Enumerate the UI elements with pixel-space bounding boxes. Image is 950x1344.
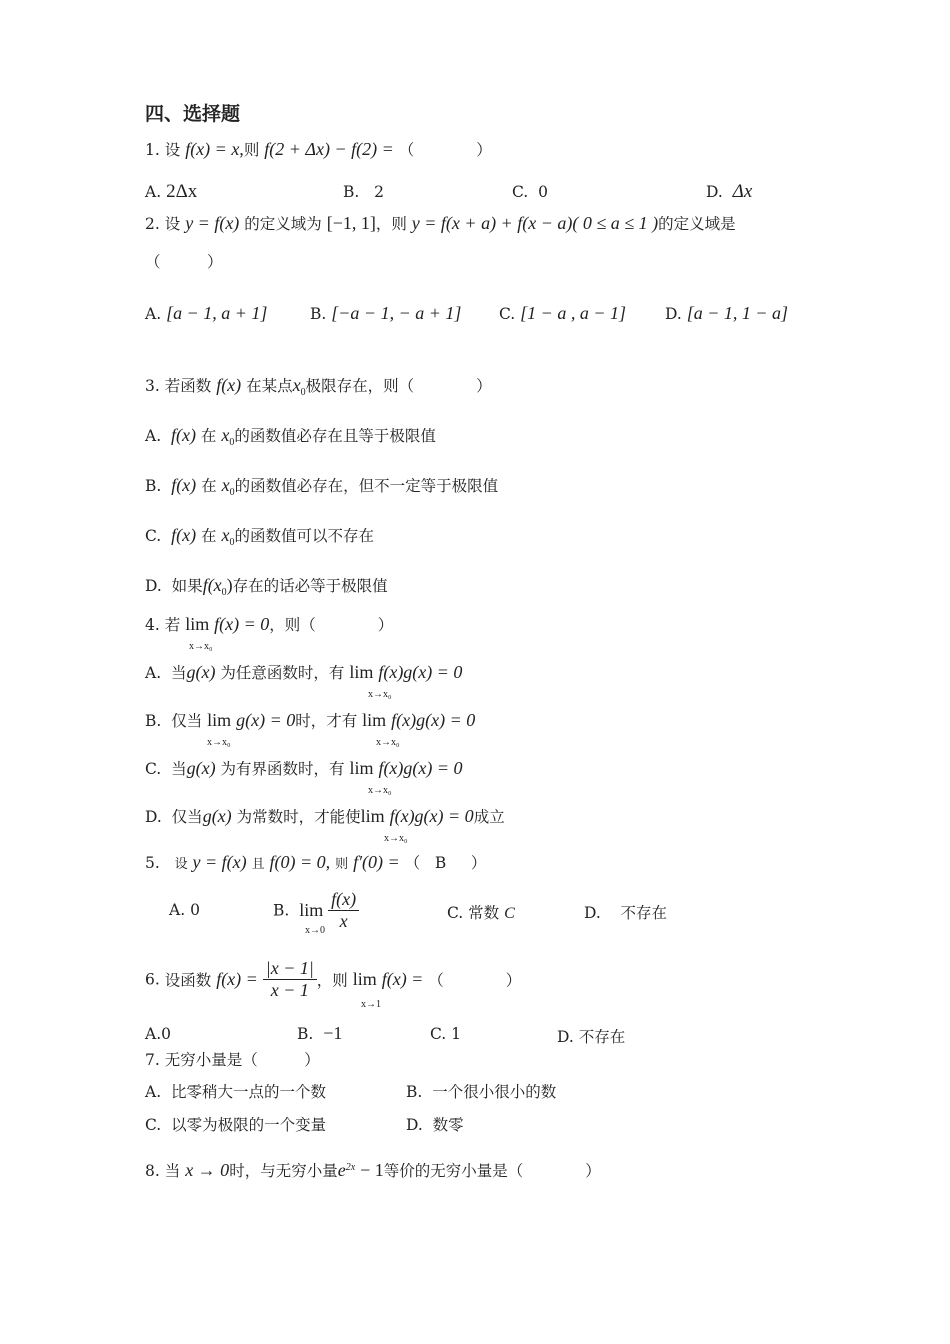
question-3: 3. 若函数 f(x) 在某点$x_0$极限存在，则（ ） — [145, 375, 492, 399]
q5-optb-fraction: $\frac{f(x)}{x}$ — [328, 889, 359, 932]
q3-option-d: D. 如果$f(x_0)$存在的话必等于极限值 — [145, 575, 388, 599]
q6-option-c: C. 1 — [430, 1025, 462, 1043]
q5-optb-lim-sub: x→0 — [305, 925, 325, 936]
q3-option-c: C. f(x) 在 $x_0$的函数值可以不存在 — [145, 525, 374, 549]
q4c-lim-sub: x→x₀ — [368, 785, 392, 796]
q7-option-d: D. 数零 — [406, 1116, 464, 1134]
q1-paren: （ ） — [398, 141, 492, 159]
q1-number: 1. — [145, 141, 160, 159]
q6-fraction: $\frac{|x - 1|}{x - 1}$ — [263, 958, 317, 1001]
q7-option-b: B. 一个很小很小的数 — [406, 1083, 557, 1101]
q5-option-a: A. 0 — [169, 901, 200, 919]
question-8: 8. 当 x → 0时，与无穷小量$e^{2x} - 1$等价的无穷小量是（ ） — [145, 1160, 601, 1180]
q4b-lim-sub0: x→x₀ — [207, 737, 231, 748]
q2-paren: （ ） — [145, 253, 223, 271]
question-7: 7. 无穷小量是（ ） — [145, 1051, 320, 1069]
q4-option-a: A. 当g(x) 为任意函数时，有 lim f(x)g(x) = 0 — [145, 662, 463, 682]
q1-expr2: f(2 + Δx) − f(2) = — [264, 139, 394, 159]
q5-answer: B — [434, 854, 447, 872]
q5-option-c: C. 常数 C — [447, 904, 515, 922]
q4-option-c: C. 当g(x) 为有界函数时，有 lim f(x)g(x) = 0 — [145, 758, 463, 778]
q6-option-a: A.0 — [145, 1025, 171, 1043]
q4a-lim-sub: x→x₀ — [368, 689, 392, 700]
q1-text: 设 — [164, 141, 181, 159]
q1-option-a: A. 2Δx — [145, 181, 198, 202]
q3-option-a: A. f(x) 在 $x_0$的函数值必存在且等于极限值 — [145, 425, 436, 449]
q2-option-d: D. [a − 1, 1 − a] — [665, 303, 789, 323]
q1-option-c: C. 0 — [512, 183, 548, 201]
q1-option-d: D. Δx — [706, 181, 753, 202]
section-heading: 四、选择题 — [145, 103, 241, 125]
q1-option-b: B. 2 — [343, 183, 384, 201]
q5-option-b: B. lim $\frac{f(x)}{x}$ — [273, 889, 359, 932]
q6-option-d: D. 不存在 — [557, 1028, 626, 1046]
q2-expr3: y = f(x + a) + f(x − a) — [411, 213, 573, 233]
q4-lim-sub: x→x₀ — [189, 641, 213, 652]
question-4: 4. 若 lim f(x) = 0，则（ ） — [145, 614, 394, 634]
q2-option-c: C. [1 − a , a − 1] — [499, 303, 626, 323]
q2-expr4: ( 0 ≤ a ≤ 1 ) — [572, 213, 659, 233]
q5-option-d: D. 不存在 — [584, 904, 668, 922]
q4-option-b: B. 仅当 lim g(x) = 0时，才有 lim f(x)g(x) = 0 — [145, 710, 476, 730]
q2-expr2: [−1, 1] — [326, 213, 376, 233]
question-2: 2. 设 y = f(x) 的定义域为 [−1, 1]，则 y = f(x + a) + f(x − a)( 0 ≤ a ≤ 1 )的定义域是 — [145, 213, 736, 233]
q6-lim-sub: x→1 — [361, 999, 381, 1010]
q1-expr1: f(x) = x, — [185, 139, 244, 159]
q4b-lim-sub: x→x₀ — [376, 737, 400, 748]
q3-option-b: B. f(x) 在 $x_0$的函数值必存在，但不一定等于极限值 — [145, 475, 499, 499]
q4-lim: lim — [185, 614, 210, 634]
question-5: 5. 设 y = f(x) 且 f(0) = 0, 则 f′(0) = （ B ） — [145, 852, 487, 872]
q7-option-c: C. 以零为极限的一个变量 — [145, 1116, 327, 1134]
question-6: 6. 设函数 f(x) = $\frac{|x - 1|}{x - 1}$ ，则 lim f(x) = （ ） — [145, 958, 522, 1000]
q2-option-a: A. [a − 1, a + 1] — [145, 303, 268, 323]
q4d-lim-sub: x→x₀ — [384, 833, 408, 844]
q7-option-a: A. 比零稍大一点的一个数 — [145, 1083, 326, 1101]
q2-option-b: B. [−a − 1, − a + 1] — [310, 303, 462, 323]
question-1 — [145, 138, 492, 160]
q4-option-d: D. 仅当g(x) 为常数时，才能使lim f(x)g(x) = 0成立 — [145, 806, 505, 826]
q6-option-b: B. −1 — [297, 1023, 343, 1043]
q1-text2: 则 — [243, 141, 260, 159]
q2-expr1: y = f(x) — [185, 213, 240, 233]
